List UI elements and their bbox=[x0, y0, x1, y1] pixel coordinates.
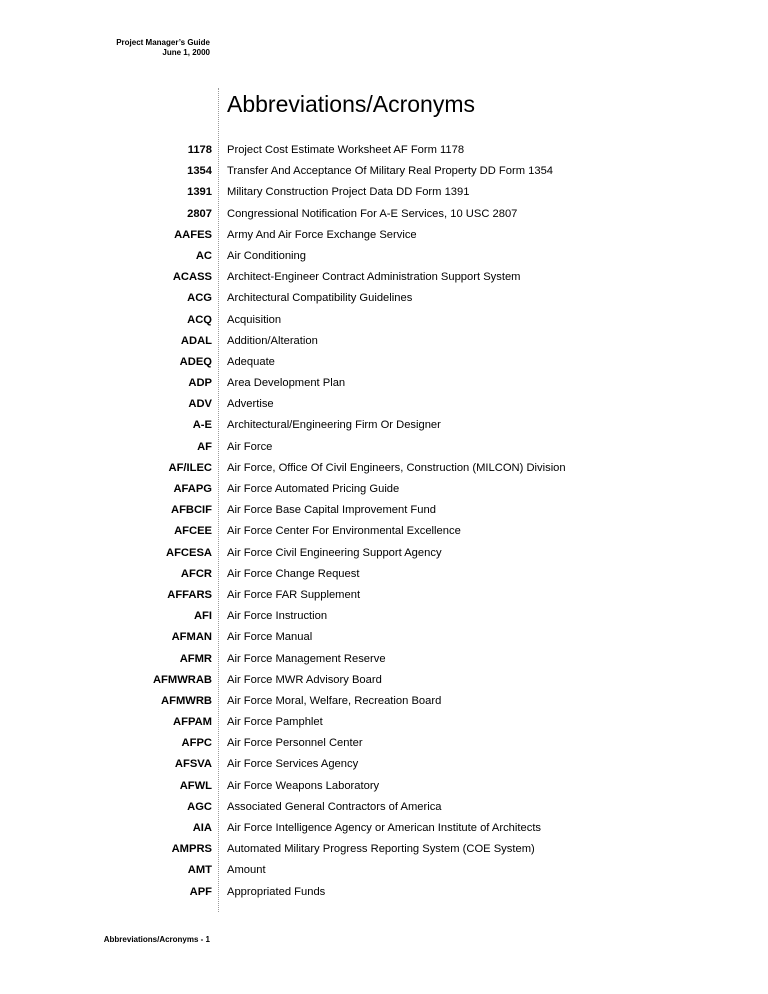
list-item bbox=[0, 437, 768, 458]
list-item bbox=[0, 415, 768, 436]
abbreviation: AFWL bbox=[179, 779, 212, 792]
list-item bbox=[0, 225, 768, 246]
abbreviation: AFCEE bbox=[174, 525, 212, 538]
definition: Appropriated Funds bbox=[227, 885, 326, 898]
definition: Advertise bbox=[227, 398, 274, 411]
definition: Air Force Civil Engineering Support Agency bbox=[227, 546, 442, 559]
list-item bbox=[0, 839, 768, 860]
abbreviation: AFFARS bbox=[167, 588, 212, 601]
list-item bbox=[0, 458, 768, 479]
page-footer: Abbreviations/Acronyms - 1 bbox=[103, 935, 210, 944]
abbreviation: AF/ILEC bbox=[168, 461, 212, 474]
definition: Air Force, Office Of Civil Engineers, Construction (MILCON) Division bbox=[227, 461, 566, 474]
definition: Acquisition bbox=[227, 313, 282, 326]
list-item bbox=[0, 649, 768, 670]
list-item bbox=[0, 691, 768, 712]
definition: Amount bbox=[227, 864, 266, 877]
abbreviation: AGC bbox=[187, 800, 212, 813]
definition: Air Force bbox=[227, 440, 273, 453]
definition: Air Force Pamphlet bbox=[227, 716, 323, 729]
abbreviation: ADV bbox=[188, 398, 212, 411]
abbreviation: APF bbox=[189, 885, 212, 898]
list-item bbox=[0, 182, 768, 203]
definition: Air Force MWR Advisory Board bbox=[227, 673, 382, 686]
abbreviation: AFPC bbox=[181, 737, 212, 750]
abbreviation: ACQ bbox=[187, 313, 212, 326]
definition: Air Force Automated Pricing Guide bbox=[227, 483, 400, 495]
definition: Congressional Notification For A-E Services, 10 USC 2807 bbox=[227, 207, 518, 220]
list-item bbox=[0, 733, 768, 754]
abbreviation: AFMWRAB bbox=[152, 673, 212, 686]
abbreviation: AAFES bbox=[174, 228, 212, 241]
abbreviation: AFMWRB bbox=[161, 694, 212, 707]
list-item bbox=[0, 585, 768, 606]
definition: Air Force Center For Environmental Excellence bbox=[227, 525, 461, 538]
definition: Area Development Plan bbox=[227, 377, 346, 390]
abbreviation: 1178 bbox=[187, 144, 212, 156]
abbreviation: AFBCIF bbox=[170, 504, 212, 517]
list-item bbox=[0, 479, 768, 500]
abbreviation: ADAL bbox=[180, 334, 212, 347]
abbreviation: ACG bbox=[187, 292, 212, 305]
definition: Air Force Manual bbox=[227, 631, 313, 644]
definition: Air Force Instruction bbox=[227, 610, 328, 623]
definition: Air Force Change Request bbox=[227, 567, 360, 580]
abbreviation: ACASS bbox=[172, 271, 212, 284]
definition: Architectural/Engineering Firm Or Designer bbox=[227, 419, 441, 432]
abbreviation: 1354 bbox=[187, 165, 212, 178]
definition: Army And Air Force Exchange Service bbox=[227, 228, 417, 241]
definition: Air Force FAR Supplement bbox=[227, 588, 361, 601]
abbreviation: AF bbox=[197, 440, 212, 453]
abbreviation: AFCESA bbox=[166, 546, 212, 559]
list-item bbox=[0, 521, 768, 542]
definition: Associated General Contractors of America bbox=[227, 800, 442, 813]
list-item bbox=[0, 754, 768, 775]
list-item bbox=[0, 246, 768, 267]
abbreviation: AFMR bbox=[179, 652, 212, 665]
abbreviation: 2807 bbox=[187, 207, 212, 220]
list-item bbox=[0, 670, 768, 691]
list-item bbox=[0, 712, 768, 733]
abbreviation: AC bbox=[195, 249, 212, 262]
abbreviation: AFI bbox=[193, 610, 212, 623]
abbreviation: AFPAM bbox=[173, 716, 212, 729]
list-item bbox=[0, 161, 768, 182]
definition: Transfer And Acceptance Of Military Real Property DD Form 1354 bbox=[227, 165, 554, 178]
abbreviation: AFAPG bbox=[173, 483, 212, 495]
list-item bbox=[0, 797, 768, 818]
abbreviation-list bbox=[0, 140, 768, 903]
list-item bbox=[0, 776, 768, 797]
list-item bbox=[0, 140, 768, 161]
definition: Air Force Base Capital Improvement Fund bbox=[227, 504, 436, 517]
definition: Air Force Management Reserve bbox=[227, 652, 386, 665]
abbreviation: ADEQ bbox=[179, 355, 212, 368]
abbreviation: AFSVA bbox=[174, 758, 212, 771]
list-item bbox=[0, 331, 768, 352]
abbreviation: AFMAN bbox=[171, 631, 212, 644]
list-item bbox=[0, 352, 768, 373]
list-item bbox=[0, 606, 768, 627]
abbreviation: 1391 bbox=[187, 186, 212, 199]
definition: Air Force Services Agency bbox=[227, 758, 359, 771]
list-item bbox=[0, 500, 768, 521]
definition: Air Force Moral, Welfare, Recreation Board bbox=[227, 694, 442, 707]
page-title: Abbreviations/Acronyms bbox=[227, 91, 475, 117]
header-date: June 1, 2000 bbox=[162, 48, 210, 57]
definition: Automated Military Progress Reporting System (COE System) bbox=[227, 843, 535, 856]
list-item bbox=[0, 394, 768, 415]
list-item bbox=[0, 288, 768, 309]
header-guide-title: Project Manager’s Guide bbox=[116, 38, 210, 47]
abbreviation: AMPRS bbox=[171, 843, 212, 856]
list-item bbox=[0, 860, 768, 881]
definition: Addition/Alteration bbox=[227, 334, 318, 347]
definition: Air Conditioning bbox=[227, 249, 306, 262]
abbreviation: AMT bbox=[187, 864, 212, 877]
definition: Air Force Weapons Laboratory bbox=[227, 779, 380, 792]
list-item bbox=[0, 818, 768, 839]
definition: Air Force Personnel Center bbox=[227, 737, 363, 750]
abbreviation: A-E bbox=[192, 419, 212, 432]
definition: Architectural Compatibility Guidelines bbox=[227, 292, 413, 305]
definition: Air Force Intelligence Agency or American Institute of Architects bbox=[227, 822, 542, 834]
definition: Adequate bbox=[227, 355, 275, 368]
list-item bbox=[0, 627, 768, 648]
page-header bbox=[60, 38, 210, 58]
definition: Project Cost Estimate Worksheet AF Form 1178 bbox=[227, 144, 465, 156]
definition: Military Construction Project Data DD Form 1391 bbox=[227, 186, 470, 199]
definition: Architect-Engineer Contract Administration Support System bbox=[227, 271, 521, 284]
list-item bbox=[0, 267, 768, 288]
list-item bbox=[0, 564, 768, 585]
list-item bbox=[0, 310, 768, 331]
list-item bbox=[0, 204, 768, 225]
list-item bbox=[0, 882, 768, 903]
abbreviation: ADP bbox=[188, 377, 212, 390]
abbreviation: AFCR bbox=[180, 567, 212, 580]
list-item bbox=[0, 373, 768, 394]
abbreviation: AIA bbox=[192, 822, 212, 834]
list-item bbox=[0, 543, 768, 564]
